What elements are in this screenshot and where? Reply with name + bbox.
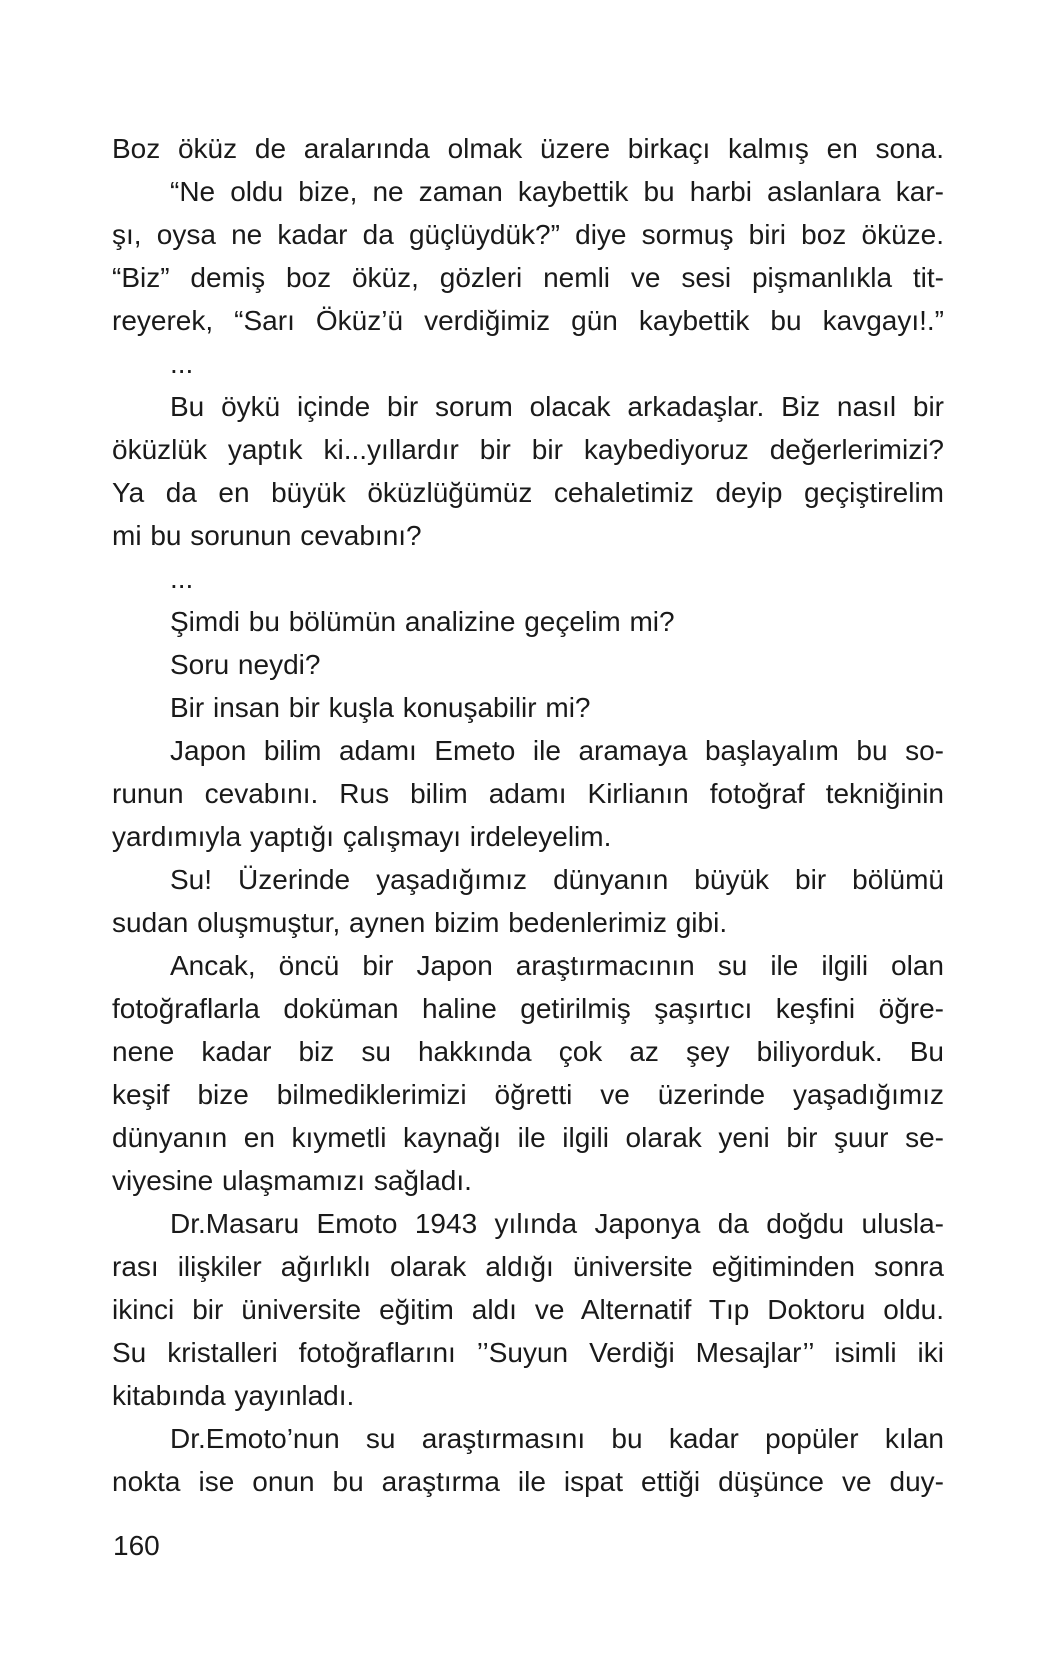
text-line: yardımıyla yaptığı çalışmayı irdeleyelim.: [112, 821, 612, 852]
text-line: Dr.Masaru Emoto 1943 yılında Japonya da doğdu ulusla-: [170, 1208, 944, 1239]
text-line: Ya da en büyük öküzlüğümüz cehaletimiz deyip geçiştirelim: [112, 477, 944, 508]
text-line: Soru neydi?: [170, 649, 321, 680]
paragraph: [112, 557, 944, 600]
text-line: reyerek, “Sarı Öküz’ü verdiğimiz gün kaybettik bu kavgayı!.”: [112, 305, 944, 336]
paragraph: [112, 729, 944, 858]
text-line: ikinci bir üniversite eğitim aldı ve Alternatif Tıp Doktoru oldu.: [112, 1294, 944, 1325]
paragraph: [112, 944, 944, 1202]
text-line: Şimdi bu bölümün analizine geçelim mi?: [170, 606, 675, 637]
text-line: Bu öykü içinde bir sorum olacak arkadaşlar. Biz nasıl bir: [170, 391, 944, 422]
paragraph: [112, 686, 944, 729]
paragraph: [112, 385, 944, 557]
text-line: ...: [170, 348, 194, 379]
text-line: Su kristalleri fotoğraflarını ’’Suyun Verdiği Mesajlar’’ isimli iki: [112, 1337, 944, 1368]
text-line: runun cevabını. Rus bilim adamı Kirlianın fotoğraf tekniğinin: [112, 778, 944, 809]
text-line: nene kadar biz su hakkında çok az şey biliyorduk. Bu: [112, 1036, 944, 1067]
paragraph: [112, 600, 944, 643]
text-line: Ancak, öncü bir Japon araştırmacının su ile ilgili olan: [170, 950, 944, 981]
paragraph: [112, 858, 944, 944]
paragraph: [112, 170, 944, 342]
text-line: keşif bize bilmediklerimizi öğretti ve üzerinde yaşadığımız: [112, 1079, 944, 1110]
text-line: “Ne oldu bize, ne zaman kaybettik bu harbi aslanlara kar-: [170, 176, 944, 207]
paragraph: [112, 127, 944, 170]
text-line: ...: [170, 563, 194, 594]
paragraph: [112, 643, 944, 686]
paragraph: [112, 1202, 944, 1417]
text-line: mi bu sorunun cevabını?: [112, 520, 422, 551]
text-line: “Biz” demiş boz öküz, gözleri nemli ve sesi pişmanlıkla tit-: [112, 262, 944, 293]
text-line: Japon bilim adamı Emeto ile aramaya başlayalım bu so-: [170, 735, 944, 766]
text-line: kitabında yayınladı.: [112, 1380, 355, 1411]
text-line: Su! Üzerinde yaşadığımız dünyanın büyük bir bölümü: [170, 864, 944, 895]
text-line: rası ilişkiler ağırlıklı olarak aldığı üniversite eğitiminden sonra: [112, 1251, 944, 1282]
text-line: Bir insan bir kuşla konuşabilir mi?: [170, 692, 591, 723]
page-number: 160: [113, 1530, 160, 1561]
text-line: sudan oluşmuştur, aynen bizim bedenlerimiz gibi.: [112, 907, 728, 938]
page-text: [112, 127, 944, 1503]
text-line: nokta ise onun bu araştırma ile ispat ettiği düşünce ve duy-: [112, 1466, 944, 1497]
text-line: öküzlük yaptık ki...yıllardır bir bir kaybediyoruz değerlerimizi?: [112, 434, 944, 465]
text-line: viyesine ulaşmamızı sağladı.: [112, 1165, 472, 1196]
paragraph: [112, 342, 944, 385]
text-line: dünyanın en kıymetli kaynağı ile ilgili olarak yeni bir şuur se-: [112, 1122, 944, 1153]
text-line: Boz öküz de aralarında olmak üzere birkaçı kalmış en sona.: [112, 133, 944, 164]
text-line: fotoğraflarla doküman haline getirilmiş şaşırtıcı keşfini öğre-: [112, 993, 944, 1024]
paragraph: [112, 1417, 944, 1503]
text-line: şı, oysa ne kadar da güçlüydük?” diye sormuş biri boz öküze.: [112, 219, 944, 250]
text-line: Dr.Emoto’nun su araştırmasını bu kadar popüler kılan: [170, 1423, 944, 1454]
